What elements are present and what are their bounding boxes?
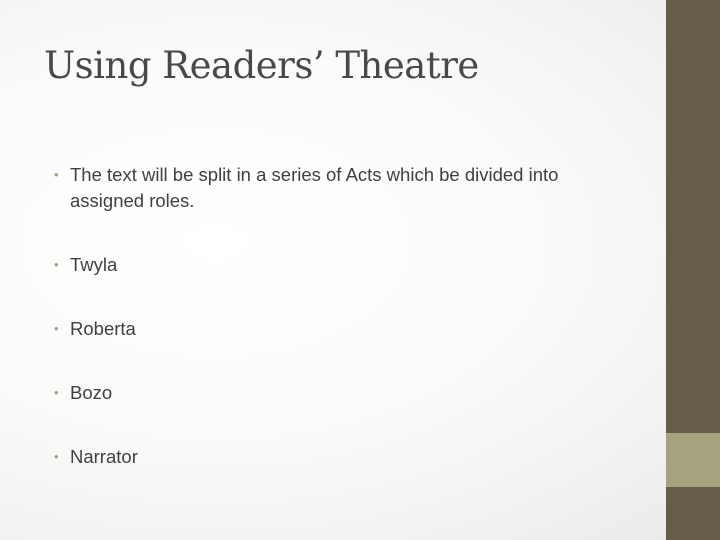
side-bar-accent bbox=[666, 433, 720, 487]
bullet-item-bozo bbox=[54, 380, 634, 406]
bullet-text: Twyla bbox=[70, 254, 118, 275]
bullet-item-intro bbox=[54, 162, 634, 214]
bullet-icon: • bbox=[54, 257, 59, 272]
bullet-list bbox=[54, 162, 634, 470]
bullet-item-twyla bbox=[54, 252, 634, 278]
slide-title: Using Readers’ Theatre bbox=[44, 44, 479, 87]
bullet-icon: • bbox=[54, 321, 59, 336]
bullet-text: Bozo bbox=[70, 382, 113, 403]
bullet-icon: • bbox=[54, 167, 59, 182]
bullet-icon: • bbox=[54, 385, 59, 400]
bullet-text: Narrator bbox=[70, 446, 138, 467]
bullet-text: Roberta bbox=[70, 318, 136, 339]
bullet-icon: • bbox=[54, 449, 59, 464]
bullet-item-roberta bbox=[54, 316, 634, 342]
side-bar bbox=[666, 0, 720, 540]
bullet-text: The text will be split in a series of Acts which be divided into assigned roles. bbox=[70, 164, 559, 211]
bullet-item-narrator bbox=[54, 444, 634, 470]
